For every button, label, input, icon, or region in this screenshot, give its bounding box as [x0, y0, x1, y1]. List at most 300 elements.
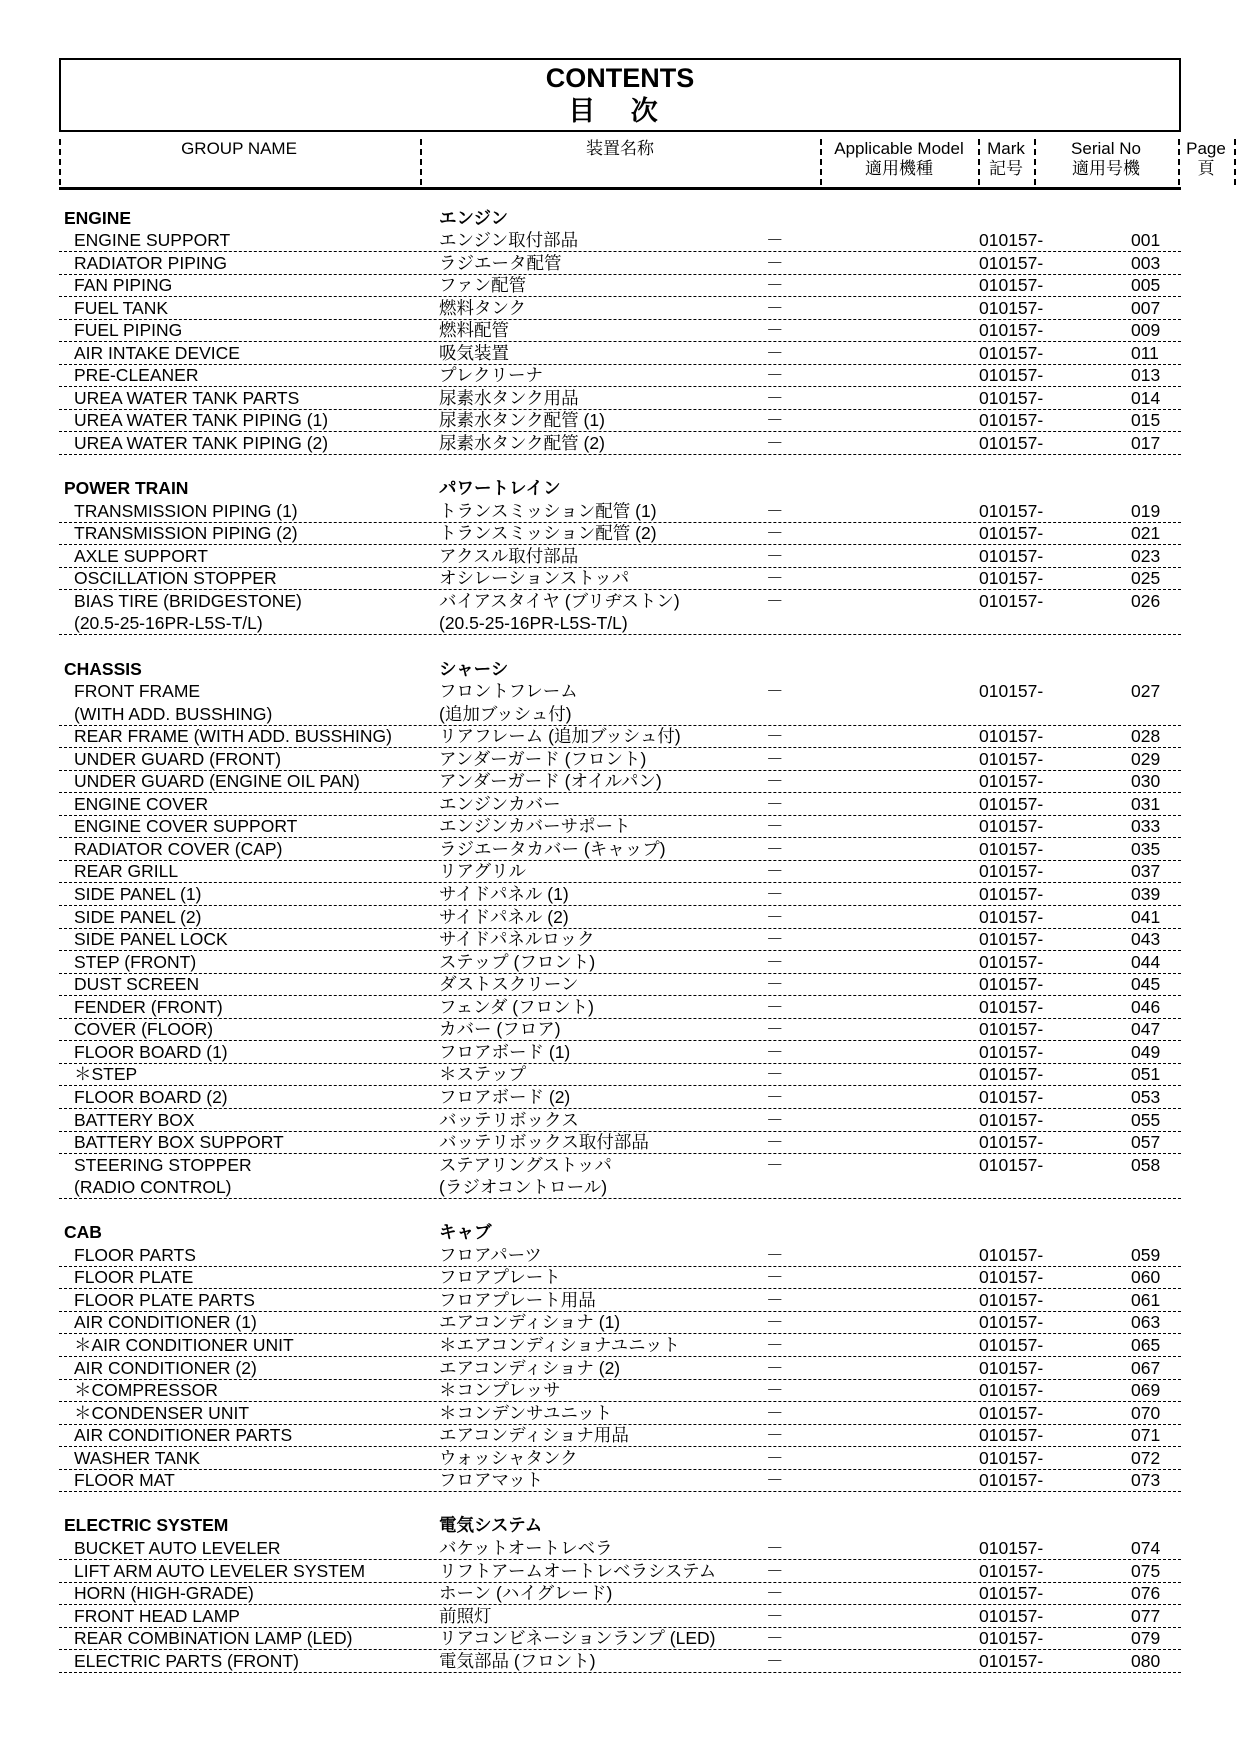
- page-number: 035: [1131, 838, 1161, 859]
- applicable-model: －: [766, 275, 784, 296]
- page-number: 025: [1131, 568, 1161, 589]
- contents-row: [59, 905, 1181, 929]
- contents-row: [59, 1131, 1181, 1155]
- serial-no: 010157-: [979, 1650, 1044, 1671]
- serial-no: 010157-: [979, 297, 1044, 318]
- group-name: FLOOR PLATE: [74, 1267, 194, 1288]
- group-name-jp: トランスミッション配管 (2): [439, 523, 657, 544]
- page-number: 065: [1131, 1335, 1161, 1355]
- serial-no: 010157-: [979, 1132, 1044, 1153]
- applicable-model: －: [766, 726, 784, 747]
- applicable-model: －: [766, 1154, 784, 1175]
- spacer-row: [59, 634, 1181, 657]
- group-name: UNDER GUARD (FRONT): [74, 748, 282, 769]
- serial-no: 010157-: [979, 1109, 1044, 1130]
- serial-no: 010157-: [979, 1357, 1044, 1378]
- group-name-jp: サイドパネルロック: [439, 929, 595, 950]
- group-name-jp: エンジンカバー: [439, 793, 561, 814]
- serial-no: 010157-: [979, 1628, 1044, 1649]
- applicable-model: －: [766, 1402, 784, 1423]
- applicable-model: －: [766, 1086, 784, 1107]
- group-name: ＊AIR CONDITIONER UNIT: [74, 1335, 294, 1355]
- group-name-jp: 電気部品 (フロント): [439, 1650, 596, 1671]
- contents-row: [59, 950, 1181, 974]
- group-name-jp: アンダーガード (オイルパン): [439, 771, 662, 792]
- group-name-jp: 前照灯: [439, 1605, 492, 1626]
- contents-row: [59, 296, 1181, 320]
- page-number: 073: [1131, 1470, 1161, 1491]
- page-number: 075: [1131, 1560, 1161, 1581]
- section-title: CAB: [64, 1222, 102, 1243]
- serial-no: 010157-: [979, 1425, 1044, 1446]
- group-name: FAN PIPING: [74, 275, 173, 296]
- applicable-model: －: [766, 1560, 784, 1581]
- section-title-jp: パワートレイン: [439, 478, 561, 499]
- group-name-jp: バッテリボックス取付部品: [439, 1132, 649, 1153]
- applicable-model: －: [766, 1132, 784, 1153]
- group-name: UNDER GUARD (ENGINE OIL PAN): [74, 771, 360, 792]
- serial-no: 010157-: [979, 1244, 1044, 1265]
- serial-no: 010157-: [979, 1154, 1044, 1175]
- page-number: 055: [1131, 1109, 1161, 1130]
- group-name-jp: アンダーガード (フロント): [439, 748, 647, 769]
- serial-no: 010157-: [979, 252, 1044, 273]
- group-name: AIR INTAKE DEVICE: [74, 342, 240, 363]
- page-number: 030: [1131, 771, 1161, 792]
- header-model: Applicable Model 適用機種: [834, 139, 964, 178]
- group-name: STEP (FRONT): [74, 951, 197, 972]
- page-number: 067: [1131, 1357, 1161, 1378]
- serial-no: 010157-: [979, 1447, 1044, 1468]
- contents-row: [59, 567, 1181, 591]
- contents-row: [59, 544, 1181, 568]
- applicable-model: －: [766, 297, 784, 318]
- group-name-jp: (追加ブッシュ付): [439, 703, 572, 724]
- page-number: 015: [1131, 410, 1161, 431]
- serial-no: 010157-: [979, 1605, 1044, 1626]
- contents-row: [59, 589, 1181, 612]
- applicable-model: －: [766, 568, 784, 589]
- contents-row: [59, 770, 1181, 794]
- applicable-model: －: [766, 342, 784, 363]
- page-number: 027: [1131, 681, 1161, 702]
- group-name-jp: エンジンカバーサポート: [439, 816, 631, 837]
- group-name-jp: フロアマット: [439, 1470, 544, 1491]
- group-name-jp: ＊ステップ: [439, 1064, 527, 1085]
- group-name-jp: フェンダ (フロント): [439, 996, 594, 1017]
- contents-row: [59, 973, 1181, 997]
- serial-no: 010157-: [979, 1086, 1044, 1107]
- group-name-jp: サイドパネル (1): [439, 884, 569, 904]
- applicable-model: －: [766, 1041, 784, 1062]
- applicable-model: －: [766, 951, 784, 972]
- contents-row: [59, 1627, 1181, 1651]
- group-name-jp: プレクリーナ: [439, 365, 543, 386]
- page-number: 046: [1131, 996, 1161, 1017]
- group-name-jp: 尿素水タンク用品: [439, 387, 579, 408]
- group-name: ELECTRIC PARTS (FRONT): [74, 1650, 299, 1671]
- group-name: (RADIO CONTROL): [74, 1177, 232, 1198]
- group-name: (20.5-25-16PR-L5S-T/L): [74, 613, 263, 634]
- applicable-model: －: [766, 1650, 784, 1671]
- group-name-jp: フロアボード (2): [439, 1086, 571, 1107]
- page-number: 076: [1131, 1583, 1161, 1604]
- contents-row: [59, 319, 1181, 343]
- serial-no: 010157-: [979, 590, 1044, 611]
- serial-no: 010157-: [979, 838, 1044, 859]
- applicable-model: －: [766, 500, 784, 521]
- serial-no: 010157-: [979, 861, 1044, 882]
- spacer-row: [59, 1198, 1181, 1221]
- section-title: ENGINE: [64, 207, 132, 228]
- group-name: TRANSMISSION PIPING (2): [74, 523, 298, 544]
- page-number: 011: [1131, 342, 1159, 363]
- serial-no: 010157-: [979, 771, 1044, 792]
- applicable-model: －: [766, 387, 784, 408]
- contents-row: [59, 1469, 1181, 1493]
- page-number: 009: [1131, 320, 1161, 341]
- group-name: BATTERY BOX: [74, 1109, 195, 1130]
- page-number: 053: [1131, 1086, 1161, 1107]
- applicable-model: －: [766, 1605, 784, 1626]
- group-name-jp: 尿素水タンク配管 (2): [439, 433, 605, 453]
- applicable-model: －: [766, 838, 784, 859]
- applicable-model: －: [766, 1312, 784, 1333]
- group-name: REAR GRILL: [74, 861, 179, 882]
- page-number: 077: [1131, 1605, 1161, 1626]
- applicable-model: －: [766, 1628, 784, 1649]
- contents-row: [59, 229, 1181, 253]
- group-name: UREA WATER TANK PIPING (1): [74, 410, 329, 431]
- group-name: ENGINE SUPPORT: [74, 230, 231, 251]
- contents-row: [59, 1559, 1181, 1583]
- group-name-jp: エアコンディショナ用品: [439, 1425, 629, 1446]
- contents-row: [59, 1085, 1181, 1109]
- page-number: 007: [1131, 297, 1161, 318]
- page-number: 003: [1131, 252, 1161, 273]
- contents-row: [59, 409, 1181, 433]
- contents-row: [59, 522, 1181, 546]
- contents-row: [59, 499, 1181, 523]
- serial-no: 010157-: [979, 906, 1044, 927]
- contents-row: [59, 1063, 1181, 1087]
- page-number: 072: [1131, 1447, 1161, 1468]
- group-name: UREA WATER TANK PIPING (2): [74, 433, 329, 453]
- applicable-model: －: [766, 1267, 784, 1288]
- contents-row: [59, 1424, 1181, 1448]
- contents-row: [59, 1649, 1181, 1673]
- serial-no: 010157-: [979, 974, 1044, 995]
- group-name: SIDE PANEL (1): [74, 884, 202, 904]
- group-name: AIR CONDITIONER (1): [74, 1312, 257, 1333]
- group-name-jp: ラジエータカバー (キャップ): [439, 838, 666, 859]
- contents-row: [59, 251, 1181, 275]
- contents-row: [59, 1176, 1181, 1200]
- group-name-jp: オシレーションストッパ: [439, 568, 630, 589]
- group-name: FLOOR MAT: [74, 1470, 175, 1491]
- serial-no: 010157-: [979, 1335, 1044, 1355]
- group-name: OSCILLATION STOPPER: [74, 568, 277, 589]
- group-name-jp: リアコンビネーションランプ (LED): [439, 1628, 716, 1649]
- serial-no: 010157-: [979, 523, 1044, 544]
- group-name: ＊STEP: [74, 1064, 138, 1085]
- applicable-model: －: [766, 1244, 784, 1265]
- group-name: AXLE SUPPORT: [74, 545, 208, 566]
- applicable-model: －: [766, 1289, 784, 1310]
- serial-no: 010157-: [979, 816, 1044, 837]
- spacer-row: [59, 454, 1181, 477]
- page-number: 079: [1131, 1628, 1161, 1649]
- group-name-jp: バイアスタイヤ (ブリヂストン): [439, 590, 680, 611]
- contents-row: [59, 928, 1181, 952]
- group-name: ＊COMPRESSOR: [74, 1380, 218, 1401]
- serial-no: 010157-: [979, 1402, 1044, 1423]
- contents-row: [59, 1401, 1181, 1425]
- group-name: FLOOR BOARD (2): [74, 1086, 228, 1107]
- group-name-jp: ホーン (ハイグレード): [439, 1583, 613, 1604]
- group-name: FRONT FRAME: [74, 681, 201, 702]
- group-name-jp: リアグリル: [439, 861, 526, 882]
- page-number: 051: [1131, 1064, 1161, 1085]
- page-number: 005: [1131, 275, 1161, 296]
- contents-row: [59, 1288, 1181, 1312]
- contents-row: [59, 1536, 1181, 1560]
- section-title-jp: キャブ: [439, 1222, 492, 1243]
- page-number: 041: [1131, 906, 1161, 927]
- page-number: 013: [1131, 365, 1161, 386]
- group-name-jp: リフトアームオートレベラシステム: [439, 1560, 717, 1581]
- applicable-model: －: [766, 793, 784, 814]
- applicable-model: －: [766, 681, 784, 702]
- group-name: FLOOR PLATE PARTS: [74, 1289, 255, 1310]
- group-name-jp: フロントフレーム: [439, 681, 578, 702]
- applicable-model: －: [766, 523, 784, 544]
- applicable-model: －: [766, 230, 784, 251]
- contents-row: [59, 1604, 1181, 1628]
- contents-row: [59, 341, 1181, 365]
- group-name-jp: フロアボード (1): [439, 1041, 571, 1062]
- applicable-model: －: [766, 1380, 784, 1401]
- serial-no: 010157-: [979, 726, 1044, 747]
- group-name: REAR COMBINATION LAMP (LED): [74, 1628, 353, 1649]
- contents-row: [59, 725, 1181, 749]
- title-box: [59, 58, 1181, 132]
- section-heading: [59, 477, 1181, 500]
- group-name: FLOOR BOARD (1): [74, 1041, 228, 1062]
- page-number: 049: [1131, 1041, 1161, 1062]
- applicable-model: －: [766, 320, 784, 341]
- applicable-model: －: [766, 861, 784, 882]
- page-number: 060: [1131, 1267, 1161, 1288]
- section-title-jp: エンジン: [439, 207, 509, 228]
- group-name: TRANSMISSION PIPING (1): [74, 500, 298, 521]
- page-number: 043: [1131, 929, 1161, 950]
- contents-row: [59, 1153, 1181, 1176]
- serial-no: 010157-: [979, 1470, 1044, 1491]
- page-title-jp: 目 次: [568, 96, 672, 126]
- group-name: PRE-CLEANER: [74, 365, 199, 386]
- table-header: [59, 139, 1226, 190]
- group-name-jp: 燃料タンク: [439, 297, 527, 318]
- group-name-jp: フロアプレート: [439, 1267, 561, 1288]
- group-name-jp: バッテリボックス: [439, 1109, 579, 1130]
- applicable-model: －: [766, 1357, 784, 1378]
- group-name: FUEL PIPING: [74, 320, 183, 341]
- header-separator: [1234, 139, 1236, 185]
- serial-no: 010157-: [979, 1537, 1044, 1558]
- group-name-jp: ラジエータ配管: [439, 252, 562, 273]
- contents-row: [59, 1040, 1181, 1064]
- contents-row: [59, 883, 1181, 907]
- serial-no: 010157-: [979, 568, 1044, 589]
- group-name-jp: 燃料配管: [439, 320, 509, 341]
- applicable-model: －: [766, 816, 784, 837]
- contents-row: [59, 1582, 1181, 1606]
- group-name: ENGINE COVER SUPPORT: [74, 816, 298, 837]
- applicable-model: －: [766, 1335, 784, 1355]
- page-number: 061: [1131, 1289, 1161, 1310]
- serial-no: 010157-: [979, 1583, 1044, 1604]
- header-serial: Serial No 適用号機: [1071, 139, 1141, 178]
- spacer-row: [59, 1491, 1181, 1514]
- group-name-jp: ウォッシャタンク: [439, 1447, 578, 1468]
- header-group-name: GROUP NAME: [181, 139, 297, 158]
- group-name-jp: 尿素水タンク配管 (1): [439, 410, 605, 431]
- group-name: FENDER (FRONT): [74, 996, 223, 1017]
- page-number: 031: [1131, 793, 1161, 814]
- serial-no: 010157-: [979, 365, 1044, 386]
- serial-no: 010157-: [979, 681, 1044, 702]
- page-number: 045: [1131, 974, 1161, 995]
- contents-row: [59, 837, 1181, 861]
- section-heading: [59, 1221, 1181, 1244]
- applicable-model: －: [766, 771, 784, 792]
- group-name: WASHER TANK: [74, 1447, 201, 1468]
- group-name-jp: ファン配管: [439, 275, 527, 296]
- group-name-jp: バケットオートレベラ: [439, 1537, 613, 1558]
- contents-row: [59, 815, 1181, 839]
- page-number: 044: [1131, 951, 1161, 972]
- applicable-model: －: [766, 1583, 784, 1604]
- group-name-jp: (ラジオコントロール): [439, 1177, 608, 1198]
- header-mark: Mark 記号: [987, 139, 1025, 178]
- group-name: SIDE PANEL LOCK: [74, 929, 228, 950]
- group-name: BATTERY BOX SUPPORT: [74, 1132, 284, 1153]
- section-title: POWER TRAIN: [64, 478, 189, 499]
- group-name-jp: フロアパーツ: [439, 1244, 542, 1265]
- group-name-jp: ステップ (フロント): [439, 951, 596, 972]
- serial-no: 010157-: [979, 320, 1044, 341]
- applicable-model: －: [766, 1019, 784, 1040]
- applicable-model: －: [766, 884, 784, 904]
- applicable-model: －: [766, 1447, 784, 1468]
- page-number: 063: [1131, 1312, 1161, 1333]
- serial-no: 010157-: [979, 342, 1044, 363]
- contents-row: [59, 1311, 1181, 1335]
- group-name: STEERING STOPPER: [74, 1154, 252, 1175]
- page-number: 001: [1131, 230, 1161, 251]
- group-name-jp: リアフレーム (追加ブッシュ付): [439, 726, 681, 747]
- group-name: LIFT ARM AUTO LEVELER SYSTEM: [74, 1560, 366, 1581]
- section-heading: [59, 657, 1181, 680]
- contents-row: [59, 792, 1181, 816]
- serial-no: 010157-: [979, 433, 1044, 453]
- contents-row: [59, 702, 1181, 726]
- serial-no: 010157-: [979, 387, 1044, 408]
- group-name-jp: ＊コンプレッサ: [439, 1380, 561, 1401]
- group-name: ENGINE COVER: [74, 793, 209, 814]
- header-page: Page 頁: [1186, 139, 1226, 178]
- page-number: 028: [1131, 726, 1161, 747]
- serial-no: 010157-: [979, 996, 1044, 1017]
- group-name: FUEL TANK: [74, 297, 169, 318]
- serial-no: 010157-: [979, 884, 1044, 904]
- group-name: SIDE PANEL (2): [74, 906, 202, 927]
- applicable-model: －: [766, 433, 784, 453]
- serial-no: 010157-: [979, 545, 1044, 566]
- contents-row: [59, 1108, 1181, 1132]
- applicable-model: －: [766, 252, 784, 273]
- serial-no: 010157-: [979, 1041, 1044, 1062]
- group-name-jp: エアコンディショナ (1): [439, 1312, 621, 1333]
- page-number: 029: [1131, 748, 1161, 769]
- contents-row: [59, 386, 1181, 410]
- group-name-jp: カバー (フロア): [439, 1019, 561, 1040]
- contents-row: [59, 274, 1181, 298]
- group-name: REAR FRAME (WITH ADD. BUSSHING): [74, 726, 392, 747]
- applicable-model: －: [766, 545, 784, 566]
- group-name-jp: ステアリングストッパ: [439, 1154, 612, 1175]
- page-number: 037: [1131, 861, 1161, 882]
- serial-no: 010157-: [979, 929, 1044, 950]
- group-name-jp: アクスル取付部品: [439, 545, 579, 566]
- contents-row: [59, 1266, 1181, 1290]
- page-number: 070: [1131, 1402, 1161, 1423]
- serial-no: 010157-: [979, 1289, 1044, 1310]
- applicable-model: －: [766, 365, 784, 386]
- applicable-model: －: [766, 1425, 784, 1446]
- serial-no: 010157-: [979, 500, 1044, 521]
- page-number: 023: [1131, 545, 1161, 566]
- applicable-model: －: [766, 1109, 784, 1130]
- header-group-name-jp: 装置名称: [586, 139, 654, 158]
- group-name-jp: フロアプレート用品: [439, 1289, 596, 1310]
- page-number: 014: [1131, 387, 1161, 408]
- section-heading: [59, 206, 1181, 229]
- applicable-model: －: [766, 1064, 784, 1085]
- page-number: 069: [1131, 1380, 1161, 1401]
- page-number: 058: [1131, 1154, 1161, 1175]
- serial-no: 010157-: [979, 1019, 1044, 1040]
- contents-row: [59, 364, 1181, 388]
- page-number: 047: [1131, 1019, 1161, 1040]
- page-number: 039: [1131, 884, 1161, 904]
- applicable-model: －: [766, 906, 784, 927]
- group-name-jp: エンジン取付部品: [439, 230, 579, 251]
- group-name-jp: エアコンディショナ (2): [439, 1357, 621, 1378]
- applicable-model: －: [766, 748, 784, 769]
- group-name: DUST SCREEN: [74, 974, 200, 995]
- group-name: RADIATOR COVER (CAP): [74, 838, 283, 859]
- applicable-model: －: [766, 1470, 784, 1491]
- contents-row: [59, 612, 1181, 636]
- serial-no: 010157-: [979, 793, 1044, 814]
- contents-row: [59, 747, 1181, 771]
- group-name: ＊CONDENSER UNIT: [74, 1402, 250, 1423]
- serial-no: 010157-: [979, 951, 1044, 972]
- serial-no: 010157-: [979, 410, 1044, 431]
- page-number: 033: [1131, 816, 1161, 837]
